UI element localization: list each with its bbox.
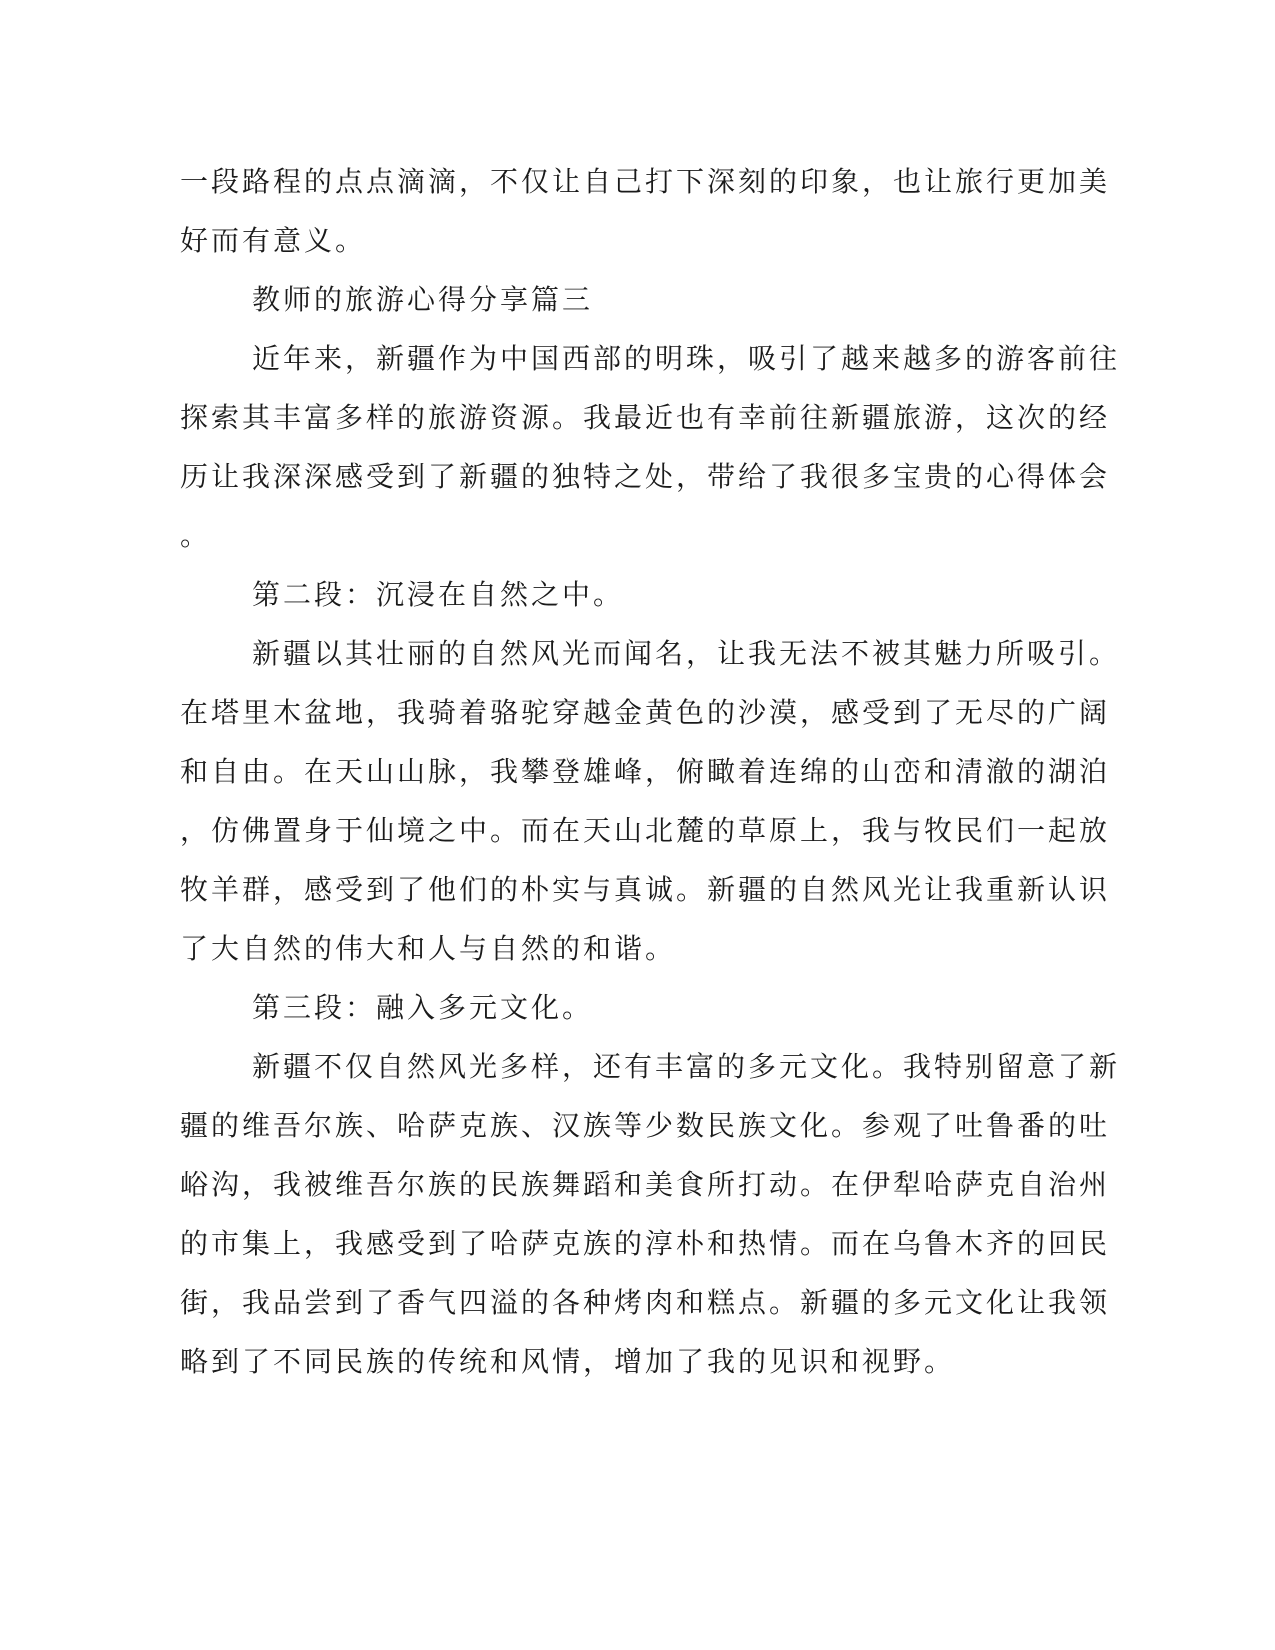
text-line: 和自由。在天山山脉，我攀登雄峰，俯瞰着连绵的山峦和清澈的湖泊 [180,755,1111,788]
text-line: 历让我深深感受到了新疆的独特之处，带给了我很多宝贵的心得体会 [180,460,1111,493]
text-line: 了大自然的伟大和人与自然的和谐。 [180,932,677,965]
text-line: 新疆不仅自然风光多样，还有丰富的多元文化。我特别留意了新 [252,1050,1121,1083]
text-line: 新疆以其壮丽的自然风光而闻名，让我无法不被其魅力所吸引。 [252,637,1121,670]
text-line: 的市集上，我感受到了哈萨克族的淳朴和热情。而在乌鲁木齐的回民 [180,1227,1111,1260]
text-line: 街，我品尝到了香气四溢的各种烤肉和糕点。新疆的多元文化让我领 [180,1286,1111,1319]
text-line: 近年来，新疆作为中国西部的明珠，吸引了越来越多的游客前往 [252,342,1121,375]
text-line: ，仿佛置身于仙境之中。而在天山北麓的草原上，我与牧民们一起放 [180,814,1111,847]
text-line: 探索其丰富多样的旅游资源。我最近也有幸前往新疆旅游，这次的经 [180,401,1111,434]
text-line: 牧羊群，感受到了他们的朴实与真诚。新疆的自然风光让我重新认识 [180,873,1111,906]
text-line: 峪沟，我被维吾尔族的民族舞蹈和美食所打动。在伊犁哈萨克自治州 [180,1168,1111,1201]
text-line: 略到了不同民族的传统和风情，增加了我的见识和视野。 [180,1345,956,1378]
text-line: 一段路程的点点滴滴，不仅让自己打下深刻的印象，也让旅行更加美 [180,165,1111,198]
paragraph-heading: 第二段：沉浸在自然之中。 [252,578,625,611]
text-line: 疆的维吾尔族、哈萨克族、汉族等少数民族文化。参观了吐鲁番的吐 [180,1109,1111,1142]
text-line: 在塔里木盆地，我骑着骆驼穿越金黄色的沙漠，感受到了无尽的广阔 [180,696,1111,729]
paragraph-heading: 第三段：融入多元文化。 [252,991,594,1024]
text-line: 好而有意义。 [180,224,367,257]
text-line: 。 [180,519,212,552]
section-heading: 教师的旅游心得分享篇三 [252,283,594,316]
